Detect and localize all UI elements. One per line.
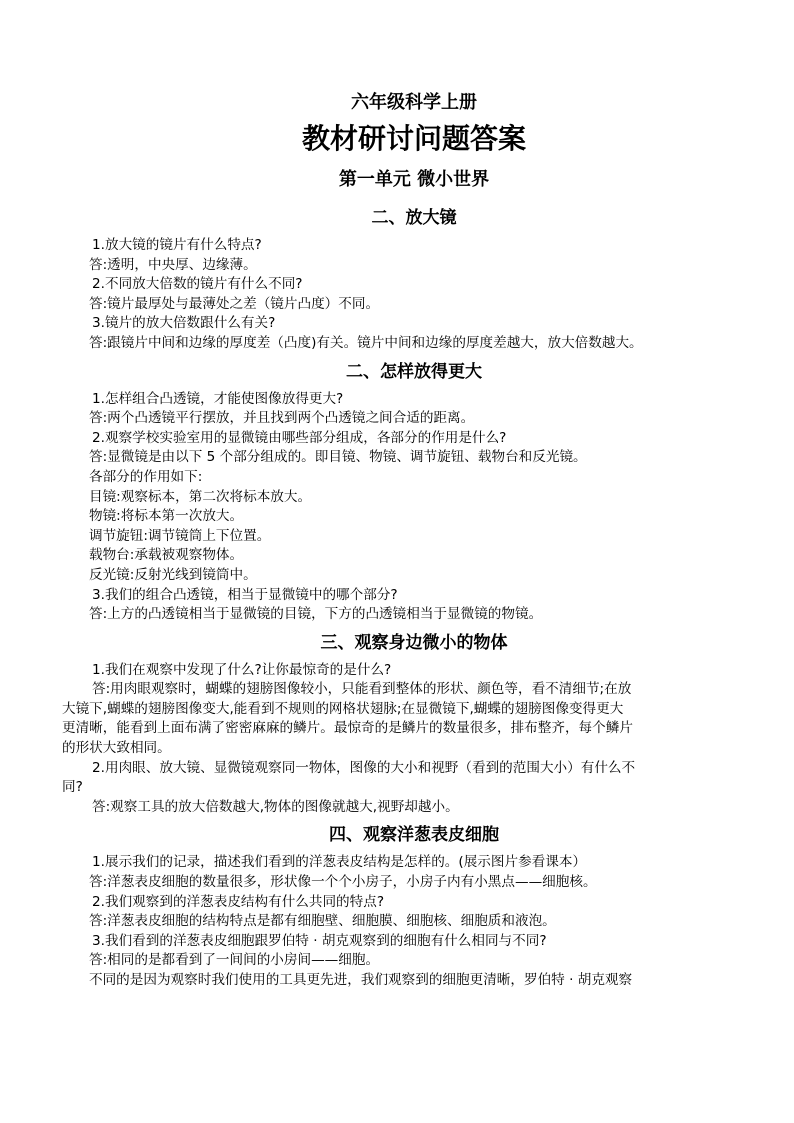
question-line: 3.我们看到的洋葱表皮细胞跟罗伯特 · 胡克观察到的细胞有什么相同与不同?: [92, 932, 547, 949]
question-line: 1.放大镜的镜片有什么特点?: [92, 237, 262, 253]
answer-line: 答:洋葱表皮细胞的结构特点是都有细胞壁、细胞膜、细胞核、细胞质和液泡。: [89, 913, 556, 930]
answer-line: 大镜下,蝴蝶的翅膀图像变大,能看到不规则的网格状翅脉;在显微镜下,蝴蝶的翅膀图像变得更大: [62, 700, 624, 717]
answer-line: 答:两个凸透镜平行摆放，并且找到两个凸透镜之间合适的距离。: [89, 410, 475, 427]
text-line: 物镜:将标本第一次放大。: [89, 508, 244, 525]
text-line: 调节旋钮:调节镜筒上下位置。: [89, 527, 271, 544]
question-line: 2.不同放大倍数的镜片有什么不同?: [92, 276, 303, 293]
section-body: [62, 661, 739, 818]
text-line: 反光镜:反射光线到镜筒中。: [89, 566, 257, 583]
answer-line: 答:上方的凸透镜相当于显微镜的目镜，下方的凸透镜相当于显微镜的物镜。: [89, 606, 543, 623]
unit-heading: 第一单元 微小世界: [338, 169, 490, 190]
text-line: 载物台:承载被观察物体。: [89, 547, 244, 564]
question-line: 1.怎样组合凸透镜，才能使图像放得更大?: [92, 390, 344, 407]
text-line: 各部分的作用如下:: [89, 468, 203, 485]
section-body: [89, 853, 739, 990]
question-line: 2.我们观察到的洋葱表皮结构有什么共同的特点?: [92, 893, 385, 910]
answer-line: 不同的是因为观察时我们使用的工具更先进，我们观察到的细胞更清晰，罗伯特 · 胡克观察: [89, 972, 633, 988]
document-title: 教材研讨问题答案: [301, 122, 526, 155]
question-line: 3.我们的组合凸透镜，相当于显微镜中的哪个部分?: [92, 586, 398, 603]
document-page: [62, 88, 739, 991]
text-line: 目镜:观察标本，第二次将标本放大。: [89, 488, 312, 505]
section-body: [89, 236, 739, 354]
question-line: 1.我们在观察中发现了什么?让你最惊奇的是什么?: [92, 661, 392, 678]
answer-line: 的形状大致相同。: [62, 740, 171, 757]
answer-line: 答:显微镜是由以下 5 个部分组成的。即目镜、物镜、调节旋钮、载物台和反光镜。: [89, 449, 587, 466]
section-heading: 三、观察身边微小的物体: [320, 632, 508, 653]
section-heading: 四、观察洋葱表皮细胞: [329, 825, 499, 846]
question-line: 3.镜片的放大倍数跟什么有关?: [92, 315, 276, 332]
answer-line: 答:相同的是都看到了一间间的小房间——细胞。: [89, 952, 380, 969]
answer-line: 更清晰，能看到上面布满了密密麻麻的鳞片。最惊奇的是鳞片的数量很多，排布整齐，每个鳞片: [62, 720, 633, 737]
question-line: 2.用肉眼、放大镜、显微镜观察同一物体，图像的大小和视野（看到的范围大小）有什么不: [92, 759, 636, 776]
question-line: 1.展示我们的记录，描述我们看到的洋葱表皮结构是怎样的。(展示图片参看课本）: [92, 854, 587, 871]
section-heading: 二、怎样放得更大: [346, 361, 482, 382]
question-line: 同?: [62, 779, 83, 796]
section-heading: 二、放大镜: [371, 208, 457, 228]
answer-line: 答:洋葱表皮细胞的数量很多，形状像一个个小房子，小房子内有小黑点——细胞核。: [89, 874, 597, 891]
answer-line: 答:透明，中央厚、边缘薄。: [89, 256, 257, 273]
question-line: 2.观察学校实验室用的显微镜由哪些部分组成，各部分的作用是什么?: [92, 429, 507, 446]
section-body: [89, 390, 739, 625]
answer-line: 答:跟镜片中间和边缘的厚度差（凸度)有关。镜片中间和边缘的厚度差越大，放大倍数越大。: [89, 334, 643, 351]
document-subtitle: 六年级科学上册: [351, 92, 477, 113]
answer-line: 答:镜片最厚处与最薄处之差（镜片凸度）不同。: [89, 295, 380, 312]
answer-line: 答:用肉眼观察时，蝴蝶的翅膀图像较小，只能看到整体的形状、颜色等，看不清细节;在放: [92, 681, 632, 698]
answer-line: 答:观察工具的放大倍数越大,物体的图像就越大,视野却越小。: [92, 798, 459, 815]
